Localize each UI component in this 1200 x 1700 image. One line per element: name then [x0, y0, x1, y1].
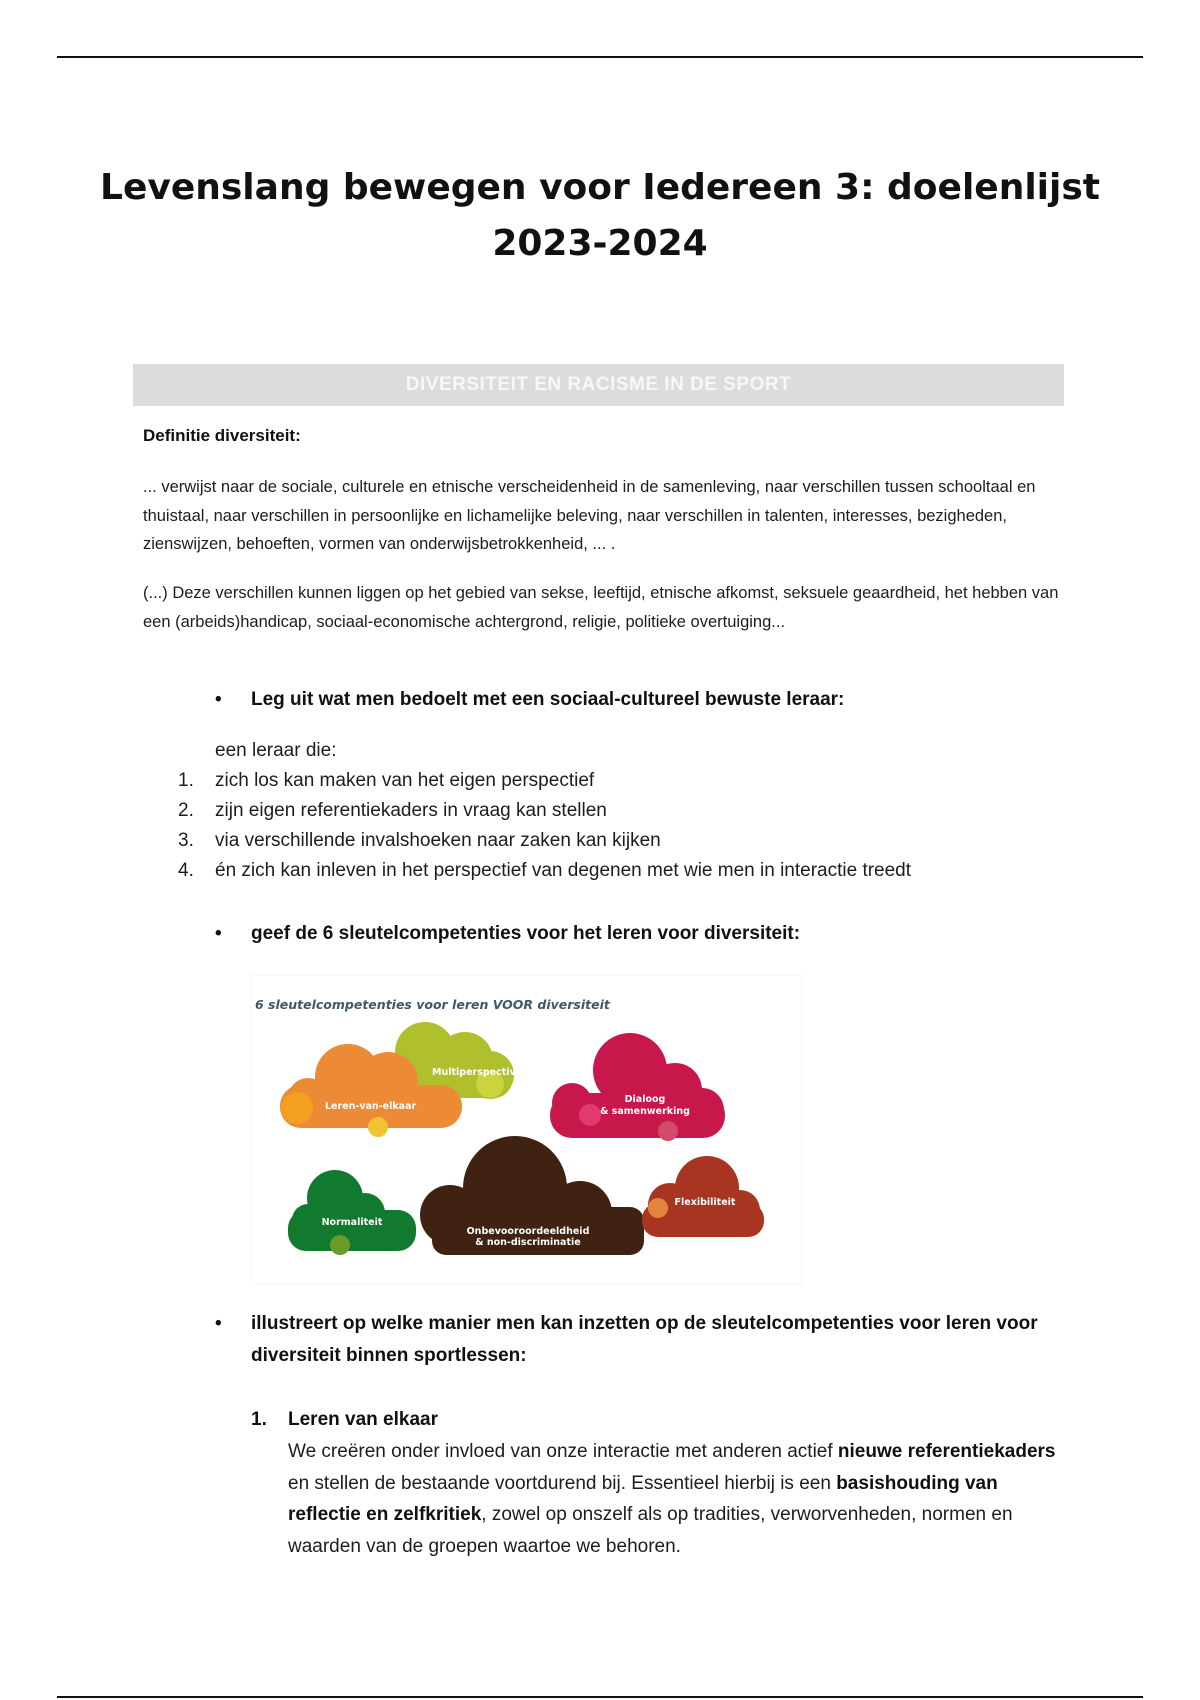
- cloud-dot: [368, 1117, 388, 1137]
- cloud-dot: [658, 1121, 678, 1141]
- bottom-rule: [57, 1696, 1143, 1698]
- cloud-dot: [281, 1092, 313, 1124]
- bullet-text: geef de 6 sleutelcompetenties voor het leren voor diversiteit:: [251, 923, 801, 944]
- cloud-dot: [579, 1104, 601, 1126]
- definition-paragraph: ... verwijst naar de sociale, culturele en etnische verscheidenheid in de samenleving, naar verschillen tussen schooltaal en thuistaal, naar verschillen in persoonlijke en lichamelijke beleving, naar verschillen in talenten, interesses, bezigheden, zienswijzen, behoeften, vormen van onderwijsbetrokkenheid, ... .: [143, 478, 1036, 553]
- teacher-traits-list: [178, 766, 911, 886]
- label-flexibiliteit: Flexibiliteit: [674, 1197, 736, 1208]
- document-title: Levenslang bewegen voor Iedereen 3: doelenlijst 2023-2024: [100, 167, 1100, 264]
- section-header: DIVERSITEIT EN RACISME IN DE SPORT: [133, 364, 1064, 406]
- label-non-discriminatie: & non-discriminatie: [475, 1237, 581, 1248]
- list-item: 4. én zich kan inleven in het perspectief van degenen met wie men in interactie treedt: [178, 860, 912, 881]
- figure-title: 6 sleutelcompetenties voor leren VOOR diversiteit: [255, 997, 610, 1012]
- sub-item-heading: 1. Leren van elkaar: [251, 1409, 438, 1430]
- sub-item-leren-van-elkaar: [251, 1404, 1061, 1562]
- cloud-dot: [648, 1198, 668, 1218]
- label-samenwerking: & samenwerking: [600, 1106, 690, 1117]
- label-normaliteit: Normaliteit: [321, 1217, 383, 1228]
- list-item: 3. via verschillende invalshoeken naar zaken kan kijken: [178, 830, 661, 851]
- definition-heading: Definitie diversiteit:: [143, 426, 301, 445]
- competencies-figure: [250, 975, 802, 1285]
- bullet-dot: •: [215, 923, 222, 944]
- top-rule: [57, 56, 1143, 58]
- list-item: 2. zijn eigen referentiekaders in vraag kan stellen: [178, 800, 607, 821]
- bullet-dot: •: [215, 1313, 222, 1334]
- list-intro: een leraar die:: [215, 740, 337, 761]
- bullet-question-2: [215, 918, 1075, 950]
- label-multiperspectiviteit: Multiperspectiviteit: [432, 1067, 538, 1078]
- sub-item-text: We creëren onder invloed van onze interactie met anderen actief nieuwe referentiekaders en stellen de bestaande voortdurend bij. Essentieel hierbij is een basishouding van reflectie en zelfkritiek, zowel op onszelf als op tradities, verworvenheden, normen en waarden van de groepen waartoe we behoren.: [288, 1441, 1056, 1557]
- bullet-question-1: [215, 684, 1075, 716]
- bullet-text: Leg uit wat men bedoelt met een sociaal-cultureel bewuste leraar:: [251, 689, 845, 710]
- bullet-question-3: [215, 1308, 1075, 1372]
- bullet-dot: •: [215, 689, 222, 710]
- label-leren-van-elkaar: Leren-van-elkaar: [325, 1101, 417, 1112]
- list-item: 1. zich los kan maken van het eigen perspectief: [178, 770, 595, 791]
- label-onbevooroordeeldheid: Onbevooroordeeldheid: [466, 1226, 590, 1237]
- bullet-text: illustreert op welke manier men kan inzetten op de sleutelcompetenties voor leren voor diversiteit binnen sportlessen:: [251, 1313, 1038, 1366]
- definition-paragraph-continued: (...) Deze verschillen kunnen liggen op het gebied van sekse, leeftijd, etnische afkomst, seksuele geaardheid, het hebben van een (arbeids)handicap, sociaal-economische achtergrond, religie, politieke overtuiging...: [143, 584, 1059, 631]
- label-dialoog: Dialoog: [624, 1094, 666, 1105]
- cloud-dot: [330, 1235, 350, 1255]
